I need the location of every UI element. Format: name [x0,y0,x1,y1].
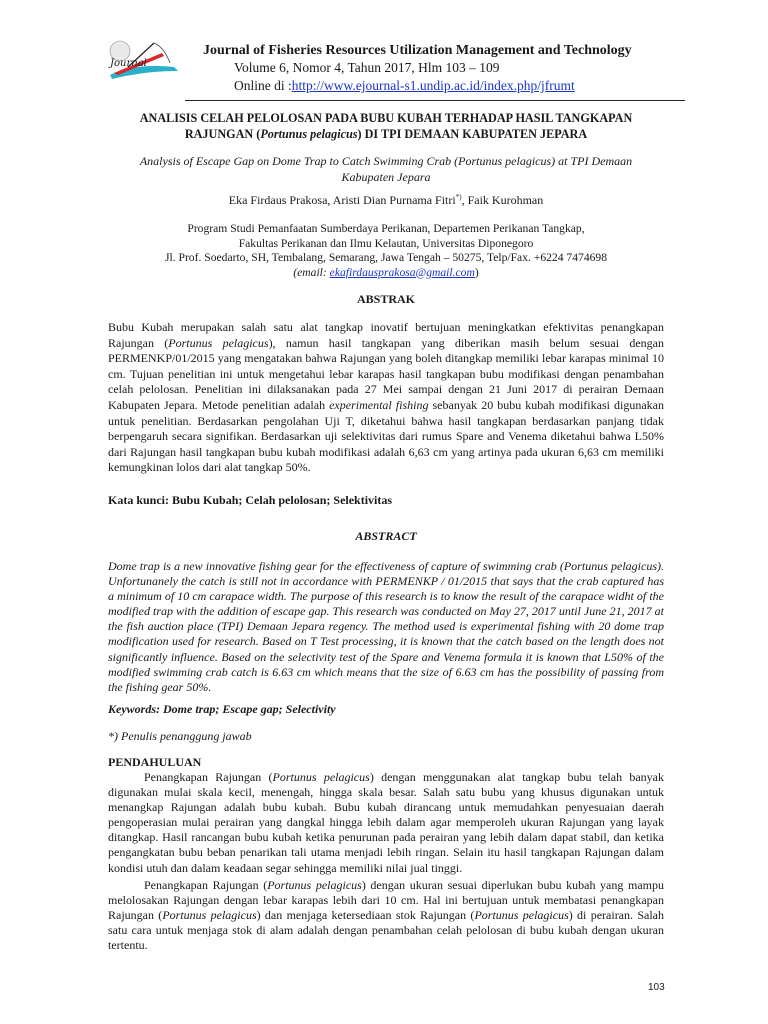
pendahuluan-body [108,770,664,953]
abstrak-heading: ABSTRAK [356,292,415,306]
page-number: 103 [648,982,665,993]
journal-title: Journal of Fisheries Resources Utilization Management and Technology [203,43,632,58]
paper-subtitle-english: Analysis of Escape Gap on Dome Trap to Catch Swimming Crab (Portunus pelagicus) at TPI Demaan Kabupaten Jepara [139,154,633,184]
pendahuluan-paragraph-1: Penangkapan Rajungan (Portunus pelagicus) dengan menggunakan alat tangkap bubu telah banyak digunakan mulai skala kecil, menengah, hingga skala besar. Salah satu bubu yang khusus digunakan untuk menangkap Rajungan adalah bubu kubah. Bubu kubah dirancang untuk memudahkan penyesuaian daerah pengoperasian mulai perairan yang dangkal hingga lebih dalam agar memperoleh ukuran Rajungan yang layak ditangkap. Hasil rancangan bubu kubah ketika penurunan pada perairan yang lebih dalam dapat stabil, dan ketika pengangkatan bubu beban penarikan tali utama menjadi lebih ringan. Selain itu hasil tangkapan Rajungan dalam kondisi utuh dan dalam keadaan segar sehingga memiliki nilai jual tinggi. [108,770,664,875]
pendahuluan-heading: PENDAHULUAN [108,755,202,769]
journal-online-line: Online di :http://www.ejournal-s1.undip.ac.id/index.php/jfrumt [234,78,575,93]
header-divider [185,100,685,101]
journal-volume: Volume 6, Nomor 4, Tahun 2017, Hlm 103 – 109 [234,60,500,75]
abstract-body: Dome trap is a new innovative fishing gear for the effectiveness of capture of swimming crab (Portunus pelagicus). Unfortunanely the catch is still not in accordance with PERMENKP / 01/2015 that says that the crab captured has a minimum of 10 cm carapace width. The purpose of this research is to know the result of the carapace widht of the modified trap with the addition of escape gap. This research was conducted on May 27, 2017 until June 21, 2017 at the fish auction place (TPI) Demaan Jepara regency. The method used is experimental fishing with 20 dome trap modification used for research. Based on T Test processing, it is known that the catch based on the length does not significantly influence. Based on the selectivity test of the Spare and Venema formula it is known that L50% of the modified swimming crab catch is 6.63 cm which means that the size of 6.63 cm has the possibility of passing from the fishing gear 50%. [108,559,664,694]
keywords: Keywords: Dome trap; Escape gap; Selectivity [108,702,336,716]
journal-logo [104,37,182,83]
abstract-heading: ABSTRACT [355,529,417,543]
journal-url-link[interactable]: http://www.ejournal-s1.undip.ac.id/index.php/jfrumt [291,78,575,93]
corresponding-author-note: *) Penulis penanggung jawab [108,729,252,743]
pendahuluan-paragraph-2: Penangkapan Rajungan (Portunus pelagicus) dengan ukuran sesuai diperlukan bubu kubah yang mampu melolosakan Rajungan dengan lebar karapas lebih dari 10 cm. Hal ini bertujuan untuk membatasi penangkapan Rajungan (Portunus pelagicus) dan menjaga ketersediaan stok Rajungan (Portunus pelagicus) di perairan. Salah satu cara untuk menjaga stok di alam adalah dengan penambahan celah pelolosan di bubu kubah dengan ukuran tertentu. [108,877,664,953]
svg-text:Journal: Journal [110,58,147,69]
kata-kunci: Kata kunci: Bubu Kubah; Celah pelolosan; Selektivitas [108,493,393,507]
affiliation: Program Studi Pemanfaatan Sumberdaya Perikanan, Departemen Perikanan Tangkap, Fakultas Perikanan dan Ilmu Kelautan, Universitas Diponegoro Jl. Prof. Soedarto, SH, Tembalang, Semarang, Jawa Tengah – 50275, Telp/Fax. +6224 7474698 (email: ekafirdausprakosa@gmail.com) [164,222,608,279]
paper-title: ANALISIS CELAH PELOLOSAN PADA BUBU KUBAH TERHADAP HASIL TANGKAPAN RAJUNGAN (Portunus pelagicus) DI TPI DEMAAN KABUPATEN JEPARA [139,111,633,141]
email-link[interactable]: ekafirdausprakosa@gmail.com [329,265,475,279]
abstrak-body: Bubu Kubah merupakan salah satu alat tangkap inovatif bertujuan meningkatkan efektivitas penangkapan Rajungan (Portunus pelagicus), namun hasil tangkapan yang diberikan masih belum sesuai dengan PERMENKP/01/2015 yang mengatakan bahwa Rajungan yang boleh ditangkap memiliki lebar karapas minimal 10 cm. Tujuan penelitian ini untuk mengetahui lebar karapas hasil tangkapan bubu modifikasi dengan penambahan celah pelolosan. Penelitian ini dilaksanakan pada 27 Mei sampai dengan 21 Juni 2017 di perairan Demaan Kabupaten Jepara. Metode penelitian adalah experimental fishing sebanyak 20 bubu kubah modifikasi digunakan untuk penelitian. Berdasarkan pengolahan Uji T, diketahui bahwa hasil tangkapan berdasarkan panjang tidak berpengaruh secara signifikan. Berdasarkan uji selektivitas dari rumus Spare and Venema diketahui bahwa L50% dari Rajungan hasil tangkapan bubu kubah modifikasi adalah 6,63 cm yang artinya pada ukuran 6,63 cm memiliki kemungkinan lolos dari alat tangkap 50%. [108,320,664,475]
author-list: Eka Firdaus Prakosa, Aristi Dian Purnama Fitri*), Faik Kurohman [228,193,544,207]
